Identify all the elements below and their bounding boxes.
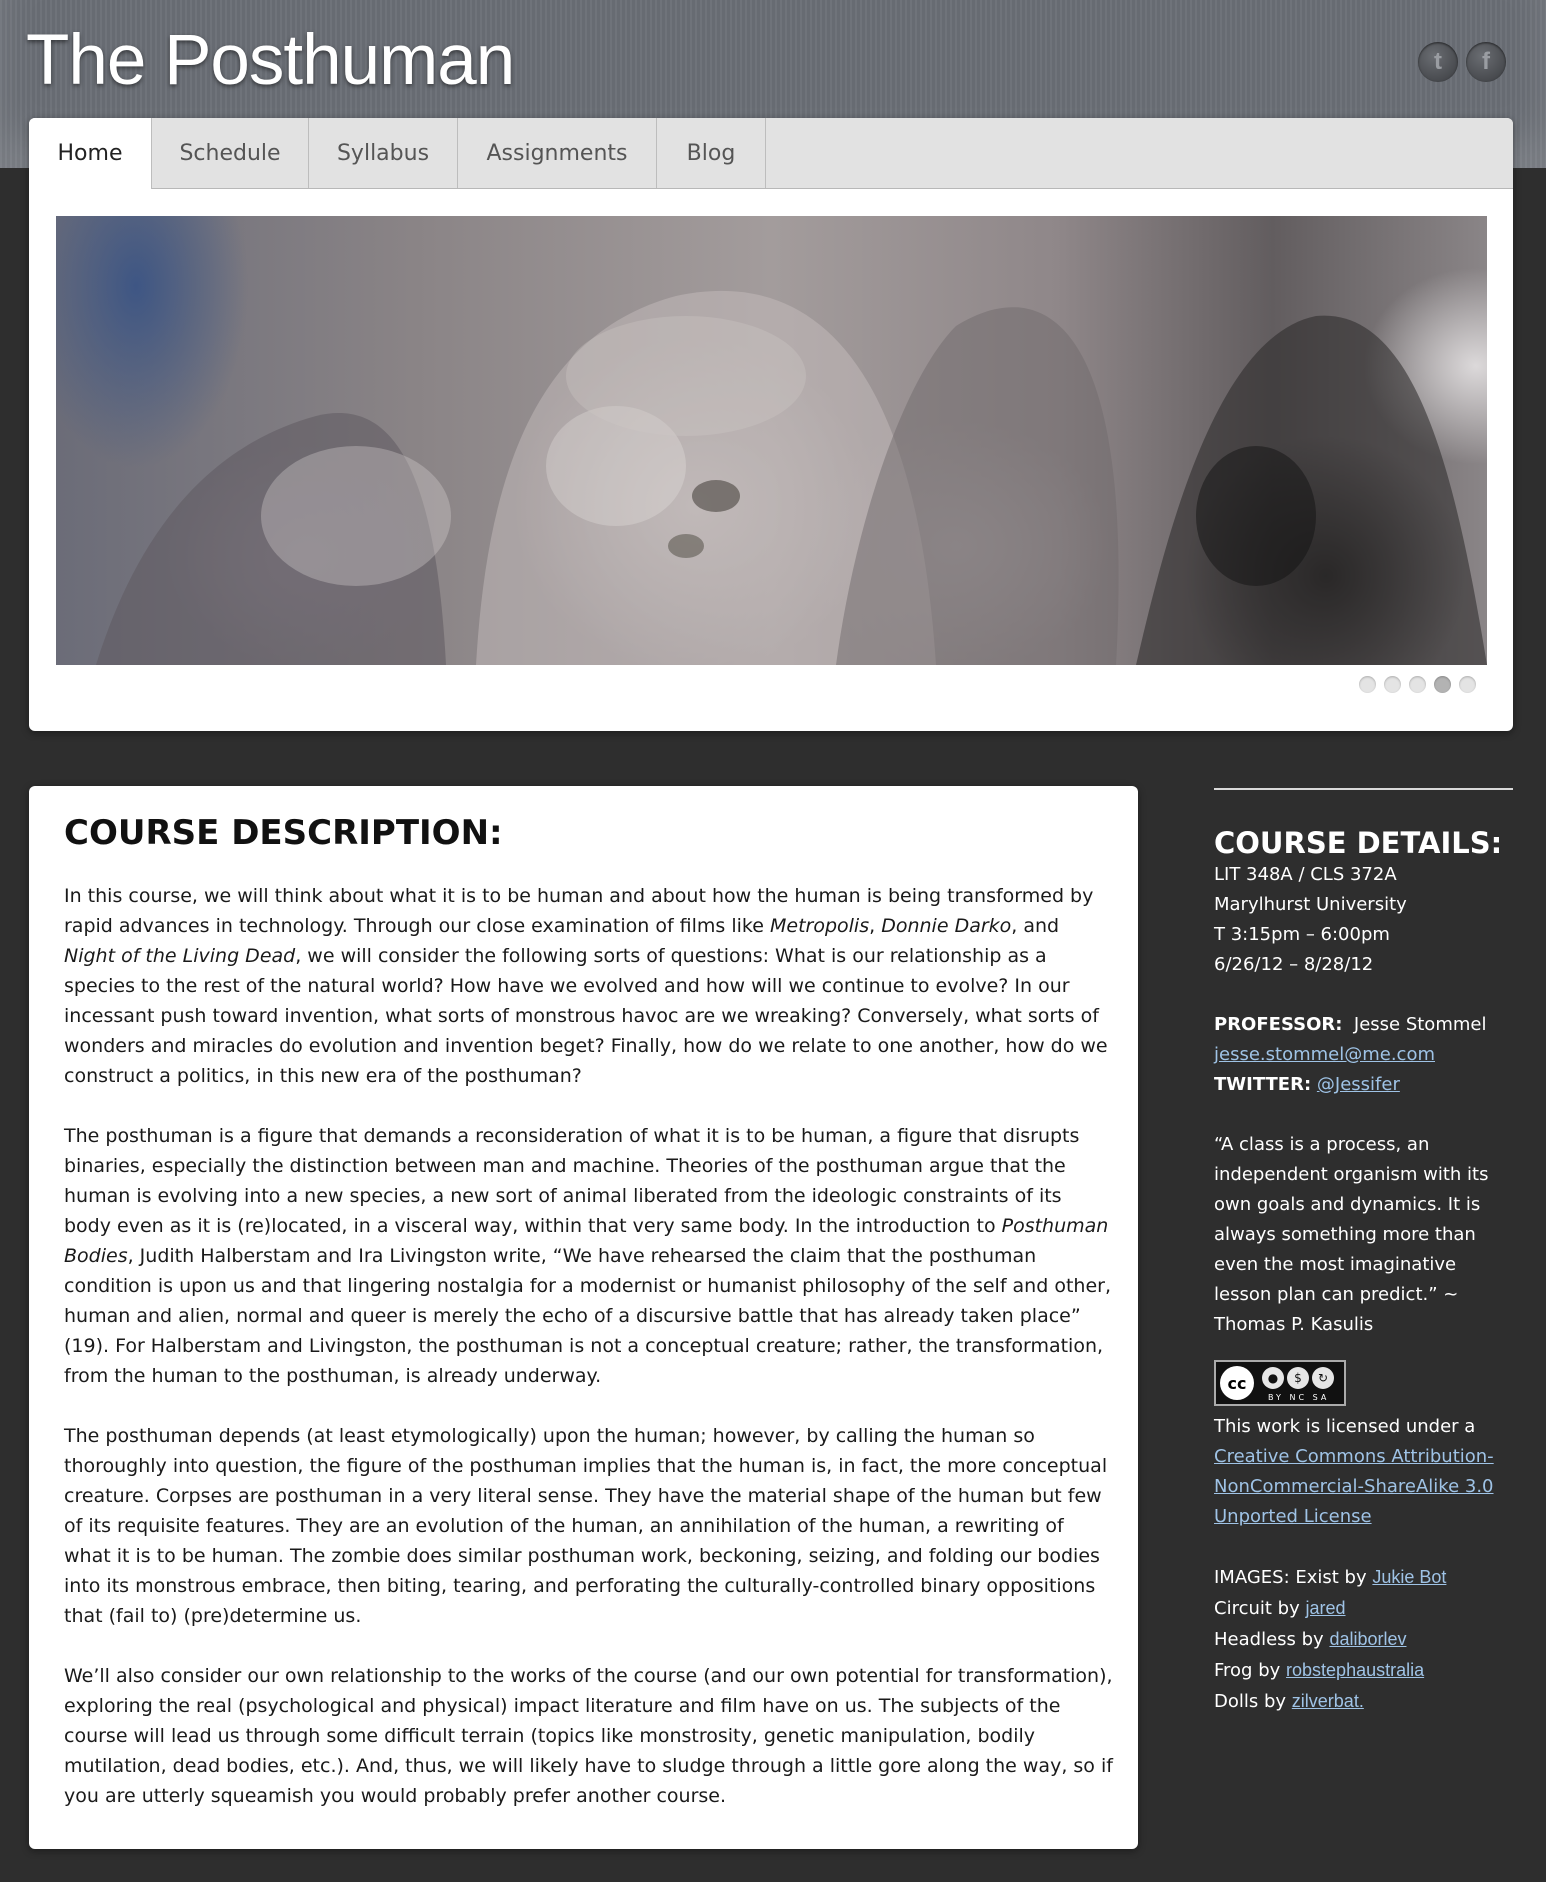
course-details-heading: COURSE DETAILS: <box>1214 826 1503 860</box>
professor-email-link[interactable]: jesse.stommel@me.com <box>1214 1044 1435 1065</box>
credit-line: Headless by daliborlev <box>1214 1629 1407 1650</box>
credit-line: Circuit by jared <box>1214 1598 1346 1619</box>
course-code: LIT 348A / CLS 372A <box>1214 864 1397 885</box>
film-title: Donnie Darko <box>881 915 1012 937</box>
sidebar-divider <box>1214 788 1513 790</box>
tab-schedule[interactable]: Schedule <box>152 118 309 188</box>
quote: “A class is a process, an independent organism with its own goals and dynamics. It is always something more than even the most imaginative lesson plan can predict.” ~ Thomas P. Kasulis <box>1214 1134 1489 1335</box>
tab-syllabus[interactable]: Syllabus <box>309 118 458 188</box>
tab-assignments[interactable]: Assignments <box>458 118 657 188</box>
twitter-line: TWITTER: @Jessifer <box>1214 1074 1400 1095</box>
slider-dots <box>1359 676 1476 693</box>
tab-blog[interactable]: Blog <box>657 118 766 188</box>
cc-badge-text: BY NC SA <box>1268 1393 1330 1402</box>
credit-link-daliborlev[interactable]: daliborlev <box>1329 1629 1407 1649</box>
twitter-handle-link[interactable]: @Jessifer <box>1316 1074 1400 1095</box>
course-description-body <box>64 881 1114 1841</box>
slider-dot-3[interactable] <box>1409 676 1426 693</box>
course-description-card <box>29 786 1138 1849</box>
license-link[interactable]: Creative Commons Attribution-NonCommercial-ShareAlike 3.0 Unported License <box>1214 1446 1494 1527</box>
noncommercial-icon: $ <box>1287 1367 1309 1389</box>
book-title: Posthuman Bodies <box>64 1215 1109 1267</box>
cc-icon: cc <box>1220 1366 1254 1400</box>
credit-link-jukie-bot[interactable]: Jukie Bot <box>1372 1567 1447 1587</box>
professor-line: PROFESSOR: Jesse Stommel <box>1214 1014 1487 1035</box>
film-title: Night of the Living Dead <box>64 945 296 967</box>
facebook-icon[interactable]: f <box>1466 42 1506 82</box>
tab-home[interactable]: Home <box>29 118 152 189</box>
slider-dot-4[interactable] <box>1434 676 1451 693</box>
credit-link-robstephaustralia[interactable]: robstephaustralia <box>1286 1660 1425 1680</box>
course-dates: 6/26/12 – 8/28/12 <box>1214 954 1374 975</box>
paragraph-2: The posthuman is a figure that demands a reconsideration of what it is to be human, a figure that disrupts binaries, especially the distinction between man and machine. Theories of the posthuman argue that the human is evolving into a new species, a new sort of animal liberated from the ideologic constraints of its body even as it is (re)located, in a visceral way, within that very same body. In the introduction to Posthuman Bodies, Judith Halberstam and Ira Livingston write, “We have rehearsed the claim that the posthuman condition is upon us and that lingering nostalgia for a modernist or humanist philosophy of the self and other, human and alien, normal and queer is merely the echo of a discursive battle that has already taken place” (19). For Halberstam and Livingston, the posthuman is not a conceptual creature; rather, the transformation, from the human to the posthuman, is already underway. <box>64 1125 1111 1387</box>
slider-dot-1[interactable] <box>1359 676 1376 693</box>
paragraph-4: We’ll also consider our own relationship to the works of the course (and our own potential for transformation), exploring the real (psychological and physical) impact literature and film have on us. The subjects of the course will lead us through some difficult terrain (topics like monstrosity, genetic manipulation, bodily mutilation, dead bodies, etc.). And, thus, we will likely have to sludge through a little gore along the way, so if you are utterly squeamish you would probably prefer another course. <box>64 1665 1113 1807</box>
slider-dot-2[interactable] <box>1384 676 1401 693</box>
credit-line: IMAGES: Exist by Jukie Bot <box>1214 1567 1447 1588</box>
university: Marylhurst University <box>1214 894 1407 915</box>
license-intro: This work is licensed under a <box>1214 1416 1476 1437</box>
attribution-icon: ● <box>1262 1367 1284 1389</box>
paragraph-1: In this course, we will think about what it is to be human and about how the human is being transformed by rapid advances in technology. Through our close examination of films like Metropolis, Donnie Darko, and Night of the Living Dead, we will consider the following sorts of questions: What is our relationship as a species to the rest of the natural world? How have we evolved and how will we continue to evolve? In our incessant push toward invention, what sorts of monstrous havoc are we wreaking? Conversely, what sorts of wonders and miracles do evolution and invention beget? Finally, how do we relate to one another, how do we construct a politics, in this new era of the posthuman? <box>64 885 1108 1087</box>
paragraph-3: The posthuman depends (at least etymologically) upon the human; however, by calling the human so thoroughly into question, the figure of the posthuman implies that the human is, in fact, the more conceptual creature. Corpses are posthuman in a very literal sense. They have the material shape of the human but few of its requisite features. They are an evolution of the human, an annihilation of the human, a rewriting of what it is to be human. The zombie does similar posthuman work, beckoning, seizing, and folding our bodies into its monstrous embrace, then biting, tearing, and perforating the culturally-controlled binary oppositions that (fail to) (pre)determine us. <box>64 1425 1108 1627</box>
course-time: T 3:15pm – 6:00pm <box>1214 924 1390 945</box>
main-nav <box>29 118 1513 189</box>
banner-texture <box>56 216 1487 665</box>
hero-banner-image <box>56 216 1487 665</box>
slider-dot-5[interactable] <box>1459 676 1476 693</box>
site-title[interactable]: The Posthuman <box>26 21 515 100</box>
credit-line: Dolls by zilverbat. <box>1214 1691 1364 1712</box>
creative-commons-badge[interactable] <box>1214 1360 1346 1406</box>
social-links <box>1418 42 1506 82</box>
sharealike-icon: ↻ <box>1312 1367 1334 1389</box>
hero-card <box>29 118 1513 731</box>
credit-line: Frog by robstephaustralia <box>1214 1660 1425 1681</box>
sidebar <box>1214 788 1514 1717</box>
course-description-heading: COURSE DESCRIPTION: <box>64 813 503 853</box>
credit-link-jared[interactable]: jared <box>1305 1598 1346 1618</box>
credit-link-zilverbat[interactable]: zilverbat. <box>1291 1691 1364 1711</box>
film-title: Metropolis <box>770 915 870 937</box>
twitter-icon[interactable]: t <box>1418 42 1458 82</box>
